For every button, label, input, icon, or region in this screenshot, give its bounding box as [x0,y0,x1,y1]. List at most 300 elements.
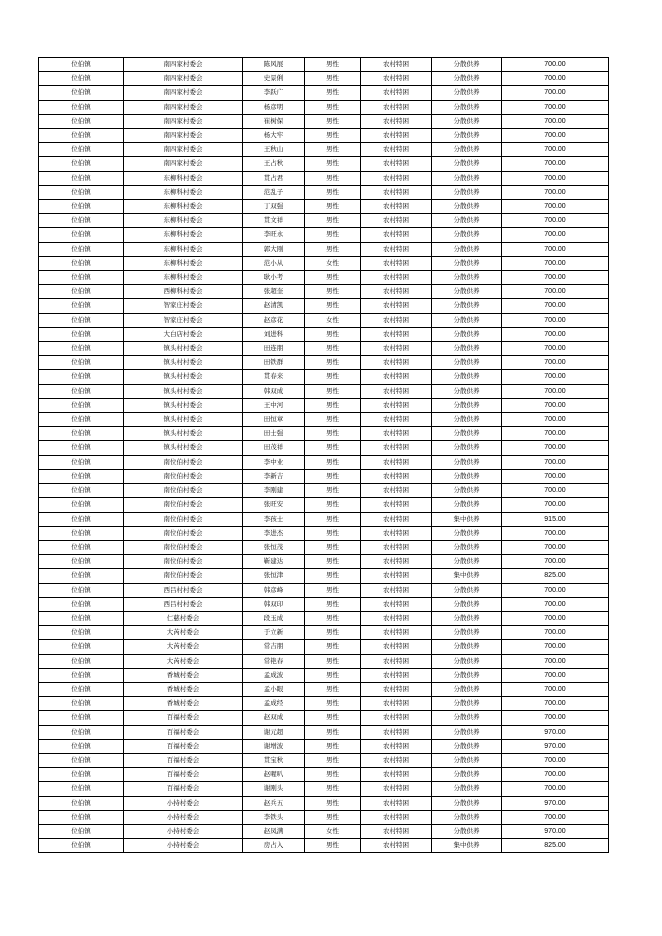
town-cell: 位伯镇 [39,299,124,313]
village-committee-cell: 仁慈村委会 [124,611,243,625]
assistance-type-cell: 农村特困 [361,157,432,171]
town-cell: 位伯镇 [39,640,124,654]
support-mode-cell: 分散供养 [432,72,502,86]
village-committee-cell: 镇头村村委会 [124,384,243,398]
table-row [39,427,609,441]
town-cell: 位伯镇 [39,356,124,370]
village-committee-cell: 南位伯村委会 [124,512,243,526]
person-name-cell: 李刚建 [243,484,305,498]
support-mode-cell: 分散供养 [432,413,502,427]
person-name-cell: 陈风展 [243,58,305,72]
gender-cell: 男性 [305,555,361,569]
person-name-cell: 范乱子 [243,185,305,199]
assistance-type-cell: 农村特困 [361,469,432,483]
person-name-cell: 田连朋 [243,342,305,356]
person-name-cell: 靳建达 [243,555,305,569]
table-row [39,171,609,185]
support-mode-cell: 分散供养 [432,555,502,569]
support-mode-cell: 分散供养 [432,143,502,157]
village-committee-cell: 大芮村委会 [124,626,243,640]
support-mode-cell: 分散供养 [432,626,502,640]
town-cell: 位伯镇 [39,455,124,469]
support-mode-cell: 分散供养 [432,810,502,824]
table-row [39,526,609,540]
village-committee-cell: 香城村委会 [124,682,243,696]
person-name-cell: 李中业 [243,455,305,469]
amount-cell: 700.00 [502,597,609,611]
table-row [39,739,609,753]
gender-cell: 男性 [305,271,361,285]
town-cell: 位伯镇 [39,171,124,185]
support-mode-cell: 分散供养 [432,342,502,356]
gender-cell: 男性 [305,469,361,483]
amount-cell: 825.00 [502,839,609,853]
support-mode-cell: 分散供养 [432,86,502,100]
table-row [39,256,609,270]
assistance-type-cell: 农村特困 [361,782,432,796]
table-row [39,768,609,782]
table-row [39,725,609,739]
village-committee-cell: 镇头村村委会 [124,413,243,427]
village-committee-cell: 百福村委会 [124,725,243,739]
support-mode-cell: 分散供养 [432,256,502,270]
table-row [39,157,609,171]
town-cell: 位伯镇 [39,796,124,810]
support-mode-cell: 分散供养 [432,242,502,256]
support-mode-cell: 分散供养 [432,484,502,498]
gender-cell: 男性 [305,285,361,299]
gender-cell: 男性 [305,214,361,228]
table-row [39,299,609,313]
village-committee-cell: 南四家村委会 [124,129,243,143]
amount-cell: 700.00 [502,114,609,128]
amount-cell: 970.00 [502,725,609,739]
amount-cell: 700.00 [502,398,609,412]
village-committee-cell: 小持村委会 [124,796,243,810]
amount-cell: 915.00 [502,512,609,526]
assistance-type-cell: 农村特困 [361,129,432,143]
person-name-cell: 贯文祥 [243,214,305,228]
assistance-type-cell: 农村特困 [361,143,432,157]
support-mode-cell: 分散供养 [432,185,502,199]
support-mode-cell: 分散供养 [432,682,502,696]
gender-cell: 男性 [305,654,361,668]
table-row [39,810,609,824]
village-committee-cell: 小持村委会 [124,824,243,838]
amount-cell: 700.00 [502,626,609,640]
village-committee-cell: 南位伯村委会 [124,526,243,540]
town-cell: 位伯镇 [39,469,124,483]
town-cell: 位伯镇 [39,200,124,214]
town-cell: 位伯镇 [39,327,124,341]
table-row [39,583,609,597]
support-mode-cell: 分散供养 [432,640,502,654]
support-mode-cell: 分散供养 [432,398,502,412]
assistance-type-cell: 农村特困 [361,498,432,512]
amount-cell: 825.00 [502,569,609,583]
support-mode-cell: 集中供养 [432,839,502,853]
village-committee-cell: 东柳科村委会 [124,171,243,185]
amount-cell: 700.00 [502,427,609,441]
amount-cell: 700.00 [502,455,609,469]
person-name-cell: 李铁头 [243,810,305,824]
village-committee-cell: 镇头村村委会 [124,342,243,356]
support-mode-cell: 分散供养 [432,228,502,242]
table-row [39,455,609,469]
person-name-cell: 王秋山 [243,143,305,157]
amount-cell: 700.00 [502,782,609,796]
village-committee-cell: 智家庄村委会 [124,299,243,313]
assistance-type-cell: 农村特困 [361,86,432,100]
support-mode-cell: 分散供养 [432,285,502,299]
town-cell: 位伯镇 [39,143,124,157]
town-cell: 位伯镇 [39,185,124,199]
town-cell: 位伯镇 [39,839,124,853]
gender-cell: 男性 [305,242,361,256]
amount-cell: 700.00 [502,185,609,199]
village-committee-cell: 东柳科村委会 [124,214,243,228]
table-row [39,711,609,725]
person-name-cell: 谢刚头 [243,782,305,796]
village-committee-cell: 大芮村委会 [124,640,243,654]
gender-cell: 男性 [305,200,361,214]
amount-cell: 700.00 [502,540,609,554]
town-cell: 位伯镇 [39,583,124,597]
town-cell: 位伯镇 [39,370,124,384]
amount-cell: 700.00 [502,200,609,214]
assistance-type-cell: 农村特困 [361,256,432,270]
support-mode-cell: 分散供养 [432,668,502,682]
gender-cell: 男性 [305,753,361,767]
town-cell: 位伯镇 [39,484,124,498]
town-cell: 位伯镇 [39,271,124,285]
assistance-type-cell: 农村特困 [361,626,432,640]
table-row [39,356,609,370]
support-mode-cell: 分散供养 [432,739,502,753]
village-committee-cell: 南四家村委会 [124,86,243,100]
support-mode-cell: 分散供养 [432,129,502,143]
amount-cell: 700.00 [502,384,609,398]
gender-cell: 男性 [305,569,361,583]
town-cell: 位伯镇 [39,512,124,526]
person-name-cell: 张旺安 [243,498,305,512]
town-cell: 位伯镇 [39,342,124,356]
amount-cell: 700.00 [502,611,609,625]
gender-cell: 男性 [305,626,361,640]
person-name-cell: 孟成波 [243,668,305,682]
town-cell: 位伯镇 [39,810,124,824]
person-name-cell: 李新吉 [243,469,305,483]
town-cell: 位伯镇 [39,398,124,412]
town-cell: 位伯镇 [39,768,124,782]
person-name-cell: 李旺永 [243,228,305,242]
village-committee-cell: 百福村委会 [124,768,243,782]
amount-cell: 970.00 [502,796,609,810]
gender-cell: 男性 [305,370,361,384]
table-row [39,611,609,625]
person-name-cell: 韩双印 [243,597,305,611]
town-cell: 位伯镇 [39,682,124,696]
person-name-cell: 于立新 [243,626,305,640]
support-mode-cell: 分散供养 [432,100,502,114]
gender-cell: 男性 [305,682,361,696]
amount-cell: 700.00 [502,640,609,654]
town-cell: 位伯镇 [39,114,124,128]
village-committee-cell: 百福村委会 [124,782,243,796]
town-cell: 位伯镇 [39,725,124,739]
town-cell: 位伯镇 [39,782,124,796]
support-mode-cell: 集中供养 [432,512,502,526]
assistance-type-cell: 农村特困 [361,654,432,668]
village-committee-cell: 南四家村委会 [124,100,243,114]
village-committee-cell: 智家庄村委会 [124,313,243,327]
village-committee-cell: 香城村委会 [124,697,243,711]
assistance-type-cell: 农村特困 [361,58,432,72]
village-committee-cell: 香城村委会 [124,668,243,682]
support-mode-cell: 分散供养 [432,469,502,483]
person-name-cell: 杨彦明 [243,100,305,114]
gender-cell: 男性 [305,72,361,86]
assistance-type-cell: 农村特困 [361,682,432,696]
town-cell: 位伯镇 [39,58,124,72]
support-mode-cell: 分散供养 [432,441,502,455]
assistance-type-cell: 农村特困 [361,285,432,299]
assistance-type-cell: 农村特困 [361,356,432,370]
support-mode-cell: 分散供养 [432,384,502,398]
gender-cell: 女性 [305,313,361,327]
town-cell: 位伯镇 [39,597,124,611]
amount-cell: 700.00 [502,583,609,597]
support-mode-cell: 分散供养 [432,526,502,540]
table-row [39,413,609,427]
gender-cell: 男性 [305,725,361,739]
gender-cell: 男性 [305,498,361,512]
person-name-cell: 史景俐 [243,72,305,86]
amount-cell: 700.00 [502,129,609,143]
table-row [39,597,609,611]
support-mode-cell: 分散供养 [432,299,502,313]
gender-cell: 男性 [305,171,361,185]
support-mode-cell: 分散供养 [432,427,502,441]
person-name-cell: 房占入 [243,839,305,853]
assistance-type-cell: 农村特困 [361,810,432,824]
town-cell: 位伯镇 [39,824,124,838]
gender-cell: 男性 [305,185,361,199]
support-mode-cell: 分散供养 [432,597,502,611]
town-cell: 位伯镇 [39,313,124,327]
assistance-type-cell: 农村特困 [361,753,432,767]
amount-cell: 700.00 [502,654,609,668]
support-mode-cell: 分散供养 [432,200,502,214]
amount-cell: 700.00 [502,356,609,370]
town-cell: 位伯镇 [39,569,124,583]
assistance-type-cell: 农村特困 [361,540,432,554]
gender-cell: 男性 [305,484,361,498]
person-name-cell: 赵彦花 [243,313,305,327]
support-mode-cell: 分散供养 [432,824,502,838]
support-mode-cell: 分散供养 [432,58,502,72]
assistance-type-cell: 农村特困 [361,455,432,469]
person-name-cell: 段玉成 [243,611,305,625]
person-name-cell: 王中河 [243,398,305,412]
amount-cell: 700.00 [502,413,609,427]
table-row [39,782,609,796]
support-mode-cell: 分散供养 [432,711,502,725]
assistance-type-cell: 农村特困 [361,768,432,782]
gender-cell: 男性 [305,342,361,356]
amount-cell: 970.00 [502,824,609,838]
assistance-type-cell: 农村特困 [361,725,432,739]
village-committee-cell: 南四家村委会 [124,114,243,128]
person-name-cell: 张恒津 [243,569,305,583]
table-row [39,654,609,668]
assistance-type-cell: 农村特困 [361,413,432,427]
amount-cell: 700.00 [502,498,609,512]
table-row [39,384,609,398]
table-row [39,327,609,341]
support-mode-cell: 分散供养 [432,114,502,128]
village-committee-cell: 南位伯村委会 [124,540,243,554]
village-committee-cell: 西柳科村委会 [124,285,243,299]
assistance-type-cell: 农村特困 [361,427,432,441]
gender-cell: 男性 [305,697,361,711]
support-mode-cell: 分散供养 [432,455,502,469]
assistance-type-cell: 农村特困 [361,640,432,654]
person-name-cell: 崔树保 [243,114,305,128]
table-row [39,668,609,682]
gender-cell: 男性 [305,839,361,853]
table-row [39,697,609,711]
assistance-type-cell: 农村特困 [361,271,432,285]
town-cell: 位伯镇 [39,611,124,625]
table-row [39,370,609,384]
amount-cell: 700.00 [502,228,609,242]
assistance-type-cell: 农村特困 [361,526,432,540]
support-mode-cell: 分散供养 [432,782,502,796]
village-committee-cell: 镇头村村委会 [124,370,243,384]
person-name-cell: 常艳春 [243,654,305,668]
person-name-cell: 田恒章 [243,413,305,427]
table-row [39,58,609,72]
town-cell: 位伯镇 [39,427,124,441]
support-mode-cell: 分散供养 [432,611,502,625]
support-mode-cell: 分散供养 [432,157,502,171]
assistance-type-cell: 农村特困 [361,299,432,313]
roster-body [39,58,609,853]
assistance-type-cell: 农村特困 [361,668,432,682]
person-name-cell: 范小从 [243,256,305,270]
town-cell: 位伯镇 [39,753,124,767]
village-committee-cell: 南四家村委会 [124,58,243,72]
person-name-cell: 孟成经 [243,697,305,711]
person-name-cell: 贯占君 [243,171,305,185]
amount-cell: 700.00 [502,72,609,86]
assistance-type-cell: 农村特困 [361,711,432,725]
person-name-cell: 常吉朋 [243,640,305,654]
village-committee-cell: 镇头村村委会 [124,398,243,412]
village-committee-cell: 东柳科村委会 [124,185,243,199]
support-mode-cell: 分散供养 [432,540,502,554]
assistance-type-cell: 农村特困 [361,72,432,86]
amount-cell: 700.00 [502,86,609,100]
village-committee-cell: 南位伯村委会 [124,498,243,512]
gender-cell: 男性 [305,384,361,398]
support-mode-cell: 分散供养 [432,753,502,767]
person-name-cell: 丁双强 [243,200,305,214]
amount-cell: 700.00 [502,697,609,711]
person-name-cell: 张恒茂 [243,540,305,554]
gender-cell: 男性 [305,512,361,526]
village-committee-cell: 小持村委会 [124,839,243,853]
table-row [39,143,609,157]
amount-cell: 700.00 [502,256,609,270]
town-cell: 位伯镇 [39,526,124,540]
amount-cell: 700.00 [502,526,609,540]
gender-cell: 男性 [305,427,361,441]
amount-cell: 700.00 [502,484,609,498]
assistance-type-cell: 农村特困 [361,398,432,412]
table-row [39,271,609,285]
support-mode-cell: 分散供养 [432,214,502,228]
table-row [39,285,609,299]
town-cell: 位伯镇 [39,256,124,270]
town-cell: 位伯镇 [39,129,124,143]
assistance-type-cell: 农村特困 [361,796,432,810]
gender-cell: 男性 [305,782,361,796]
person-name-cell: 李进杰 [243,526,305,540]
assistance-type-cell: 农村特困 [361,739,432,753]
person-name-cell: 刘进科 [243,327,305,341]
person-name-cell: 赵清凯 [243,299,305,313]
gender-cell: 男性 [305,100,361,114]
table-row [39,214,609,228]
person-name-cell: 李跃广 [243,86,305,100]
table-row [39,114,609,128]
assistance-type-cell: 农村特困 [361,555,432,569]
table-row [39,498,609,512]
amount-cell: 700.00 [502,242,609,256]
gender-cell: 男性 [305,540,361,554]
person-name-cell: 赵凤满 [243,824,305,838]
support-mode-cell: 分散供养 [432,583,502,597]
village-committee-cell: 镇头村村委会 [124,356,243,370]
person-name-cell: 贯宝秋 [243,753,305,767]
table-row [39,342,609,356]
amount-cell: 700.00 [502,682,609,696]
person-name-cell: 赵喔叭 [243,768,305,782]
gender-cell: 男性 [305,86,361,100]
table-row [39,228,609,242]
table-row [39,540,609,554]
table-row [39,682,609,696]
person-name-cell: 田茂祥 [243,441,305,455]
table-row [39,313,609,327]
gender-cell: 男性 [305,768,361,782]
town-cell: 位伯镇 [39,157,124,171]
assistance-type-cell: 农村特困 [361,342,432,356]
support-mode-cell: 分散供养 [432,725,502,739]
town-cell: 位伯镇 [39,228,124,242]
table-row [39,441,609,455]
person-name-cell: 田铁群 [243,356,305,370]
village-committee-cell: 东柳科村委会 [124,228,243,242]
table-row [39,640,609,654]
town-cell: 位伯镇 [39,285,124,299]
town-cell: 位伯镇 [39,739,124,753]
assistance-type-cell: 农村特困 [361,597,432,611]
amount-cell: 700.00 [502,668,609,682]
village-committee-cell: 大白店村委会 [124,327,243,341]
